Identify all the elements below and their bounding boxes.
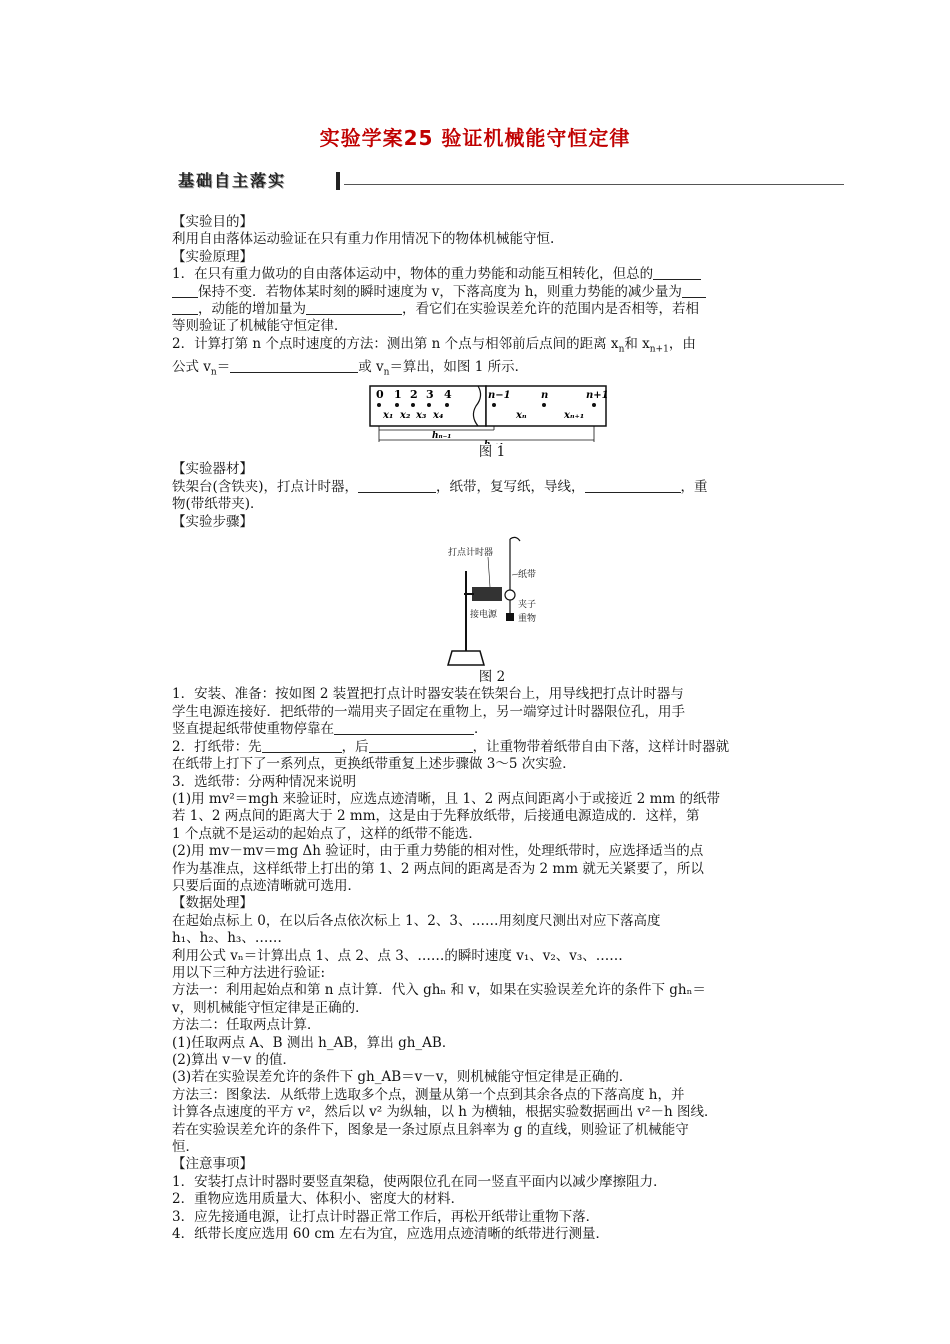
step-1-line-1: 1．安装、准备：按如图 2 装置把打点计时器安装在铁架台上，用导线把打点计时器与: [172, 686, 684, 703]
data-line-1: 在起始点标上 0，在以后各点依次标上 1、2、3、……用刻度尺测出对应下落高度: [172, 912, 661, 929]
figure-2: [172, 533, 812, 669]
tape-dot: [492, 403, 496, 407]
method-2-step-2: (2)算出 v－v 的值．: [172, 1052, 296, 1068]
text-span: ＝算出，如图 1 所示．: [389, 358, 529, 375]
text-span: 公式 v: [172, 358, 211, 375]
step-3-1-line-2: 若 1、2 两点间的距离大于 2 mm，这是由于先释放纸带，后接通电源造成的．这样，第: [172, 808, 700, 825]
tape-dot: [411, 403, 415, 407]
principle-line-5: [172, 336, 812, 359]
section-banner: [172, 170, 844, 192]
method-3-line-2: 计算各点速度的平方 v²，然后以 v² 为纵轴，以 h 为横轴，根据实验数据画出 v²－h 图线．: [172, 1104, 718, 1121]
principle-line-1: [172, 266, 812, 283]
data-line-4: 用以下三种方法进行验证:: [172, 964, 326, 981]
text-span: 2．计算打第 n 个点时速度的方法：测出第 n 个点与相邻前后点间的距离 x: [172, 335, 619, 352]
fill-blank: [172, 284, 198, 298]
principle-line-4: 等则验证了机械能守恒定律．: [172, 318, 348, 335]
note-2: 2．重物应选用质量大、体积小、密度大的材料．: [172, 1191, 465, 1208]
heading-data: 【数据处理】: [172, 895, 253, 912]
heading-steps: 【实验步骤】: [172, 513, 253, 530]
tape-dot: [395, 403, 399, 407]
tape-point-4: 4: [444, 388, 452, 402]
tape-x-3: x₃: [416, 410, 427, 422]
h-n-1-label: hₙ₋₁: [432, 431, 452, 442]
fill-blank: [585, 479, 681, 493]
method-2-title: 方法二：任取两点计算．: [172, 1017, 321, 1034]
text-span: 竖直提起纸带使重物停靠在: [172, 721, 334, 738]
tape-point-2: 2: [410, 388, 418, 402]
text-span: ，让重物带着纸带自由下落，这样计时器就: [472, 738, 730, 755]
text-span: 或 v: [358, 358, 384, 375]
method-2-step-1: (1)任取两点 A、B 测出 h_AB，算出 gh_AB．: [172, 1034, 456, 1051]
fill-blank: [369, 739, 473, 753]
text-span: 2．打纸带：先: [172, 738, 262, 755]
weight-block: [506, 613, 514, 621]
tape-point-n+1: n+1: [586, 390, 609, 402]
fill-blank: [334, 721, 474, 735]
stand-base: [448, 651, 484, 665]
step-1-line-3: [172, 721, 812, 738]
text-span: ．: [474, 721, 488, 738]
tape-point-0: 0: [376, 388, 384, 402]
text-span: ，后: [341, 738, 369, 755]
step-3-2-line-3: 只要后面的点迹清晰就可选用．: [172, 877, 361, 894]
heading-principle: 【实验原理】: [172, 248, 253, 265]
tape-x-n: xₙ: [516, 410, 527, 422]
tape-x-n+1: xₙ₊₁: [564, 410, 585, 422]
tape-point-n: n: [541, 390, 549, 402]
leader-line: [488, 557, 490, 587]
text-span: ，看它们在实验误差允许的范围内是否相等，若相: [402, 301, 699, 318]
apparatus-diagram: [172, 533, 812, 669]
step-2-line-2: 在纸带上打下了一系列点，更换纸带重复上述步骤做 3～5 次实验．: [172, 756, 576, 773]
hand-icon: [510, 537, 520, 541]
tape-dot: [592, 403, 596, 407]
step-1-line-2: 学生电源连接好．把纸带的一端用夹子固定在重物上，另一端穿过计时器限位孔，用手: [172, 703, 685, 720]
figure-2-caption: 图 2: [478, 669, 506, 686]
fill-blank: [172, 301, 198, 315]
method-2-step-3: (3)若在实验误差允许的条件下 gh_AB＝v－v，则机械能守恒定律是正确的．: [172, 1069, 633, 1086]
page-title: 实验学案25 验证机械能守恒定律: [319, 126, 631, 150]
equipment-line-2: 物(带纸带夹)．: [172, 496, 264, 513]
step-3-1-line-1: (1)用 mv²＝mgh 来验证时，应选点迹清晰，且 1、2 两点间距离小于或接近 2 mm 的纸带: [172, 790, 721, 807]
text-span: ，纸带，复写纸，导线，: [436, 478, 585, 495]
weight-clip: [505, 590, 515, 600]
principle-line-6: [172, 359, 812, 382]
principle-line-3: [172, 301, 812, 318]
text-span: 铁架台(含铁夹)，打点计时器，: [172, 478, 359, 495]
figure-1-caption: 图 1: [478, 444, 506, 461]
tape-point-3: 3: [426, 388, 434, 402]
principle-line-2: [172, 284, 812, 301]
data-line-3: 利用公式 vₙ＝计算出点 1、点 2、点 3、……的瞬时速度 v₁、v₂、v₃、……: [172, 947, 623, 964]
tape-point-1: 1: [394, 388, 402, 402]
tape-dot: [427, 403, 431, 407]
heading-purpose: 【实验目的】: [172, 214, 253, 230]
text-span: ，动能的增加量为: [198, 301, 306, 318]
subscript: n: [383, 367, 390, 378]
step-2-line-1: [172, 739, 812, 756]
tape-x-1: x₁: [383, 410, 394, 422]
tape-x-4: x₄: [433, 410, 444, 422]
tape-dot: [445, 403, 449, 407]
text-span: ，重: [680, 478, 708, 495]
label-power: 接电源: [470, 610, 498, 621]
tape-x-2: x₂: [400, 410, 411, 422]
step-3-2-line-2: 作为基准点，这样纸带上打出的第 1、2 两点间的距离是否为 2 mm 就无关紧要了，所以: [172, 860, 704, 877]
paper-tape-diagram: [172, 384, 812, 444]
text-span: ，由: [668, 335, 696, 352]
fill-blank: [358, 479, 436, 493]
fill-blank: [262, 739, 342, 753]
purpose-text: 利用自由落体运动验证在只有重力作用情况下的物体机械能守恒.: [172, 231, 555, 248]
text-span: ＝: [216, 358, 231, 375]
label-weight: 重物: [518, 614, 537, 625]
figure-1: [172, 384, 812, 444]
timer-body: [472, 587, 502, 601]
label-clip: 夹子: [518, 600, 537, 611]
fill-blank: [653, 266, 701, 280]
text-span: 保持不变．若物体某时刻的瞬时速度为 v，下落高度为 h，则重力势能的减少量为: [198, 283, 682, 300]
method-3-line-4: 恒．: [172, 1139, 199, 1156]
fill-blank: [682, 284, 706, 298]
equipment-line-1: [172, 479, 812, 496]
method-1-line-1: 方法一：利用起始点和第 n 点计算．代入 ghₙ 和 v，如果在实验误差允许的条件下 ghₙ＝: [172, 982, 706, 999]
label-tape: 纸带: [518, 570, 537, 581]
method-1-line-2: v，则机械能守恒定律是正确的．: [172, 999, 369, 1016]
subscript: n: [618, 344, 625, 355]
subscript: n+1: [649, 344, 669, 355]
document-body: [172, 214, 812, 1243]
tape-dot: [542, 403, 546, 407]
method-3-line-1: 方法三：图象法．从纸带上选取多个点，测量从第一个点到其余各点的下落高度 h，并: [172, 1086, 685, 1103]
note-4: 4．纸带长度应选用 60 cm 左右为宜，应选用点迹清晰的纸带进行测量．: [172, 1226, 610, 1243]
heading-equipment: 【实验器材】: [172, 461, 253, 478]
banner-label: 基础自主落实: [178, 171, 287, 190]
subscript: n: [210, 367, 217, 378]
tape-point-n-1: n−1: [488, 390, 511, 402]
fill-blank: [306, 301, 402, 315]
text-span: 1．在只有重力做功的自由落体运动中，物体的重力势能和动能互相转化，但总的: [172, 266, 654, 283]
note-3: 3．应先接通电源，让打点计时器正常工作后，再松开纸带让重物下落．: [172, 1208, 600, 1225]
h-n+1-label: [484, 440, 503, 444]
data-line-2: h₁、h₂、h₃、……: [172, 930, 282, 947]
tape-dot: [377, 403, 381, 407]
banner-divider: [336, 172, 340, 190]
step-3-1-line-3: 1 个点就不是运动的起始点了，这样的纸带不能选．: [172, 825, 482, 842]
label-timer: 打点计时器: [448, 548, 494, 559]
text-span: 和 x: [624, 335, 650, 352]
method-3-line-3: 若在实验误差允许的条件下，图象是一条过原点且斜率为 g 的直线，则验证了机械能守: [172, 1121, 689, 1138]
step-3-2-line-1: (2)用 mv－mv＝mg Δh 验证时，由于重力势能的相对性，处理纸带时，应选择适当的点: [172, 843, 704, 860]
note-1: 1．安装打点计时器时要竖直架稳，使两限位孔在同一竖直平面内以减少摩擦阻力．: [172, 1173, 667, 1190]
step-3-title: 3．选纸带：分两种情况来说明: [172, 773, 357, 790]
heading-notes: 【注意事项】: [172, 1156, 253, 1173]
banner-rule: [344, 184, 844, 185]
fill-blank: [230, 359, 358, 373]
